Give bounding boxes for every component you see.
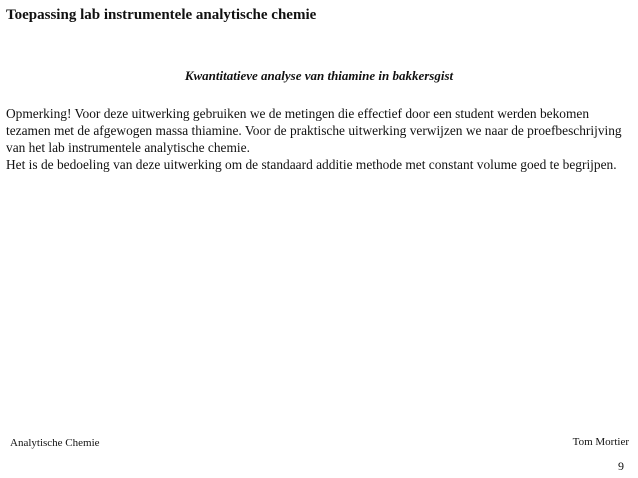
page-title: Toepassing lab instrumentele analytische chemie [6, 7, 317, 23]
page-number: 9 [618, 459, 624, 473]
footer-author: Tom Mortier [572, 436, 629, 448]
paragraph-remark: Opmerking! Voor deze uitwerking gebruiken we de metingen die effectief door een student werden bekomen tezamen met de afgewogen massa thiamine. Voor de praktische uitwerking verwijzen we naar de proefbeschrijving van het lab instrumentele analytische chemie. [6, 106, 622, 155]
body-text [6, 105, 634, 173]
slide-subtitle: Kwantitatieve analyse van thiamine in bakkersgist [184, 68, 454, 83]
footer-course: Analytische Chemie [10, 437, 100, 449]
paragraph-purpose: Het is de bedoeling van deze uitwerking om de standaard additie methode met constant volume goed te begrijpen. [6, 157, 617, 172]
